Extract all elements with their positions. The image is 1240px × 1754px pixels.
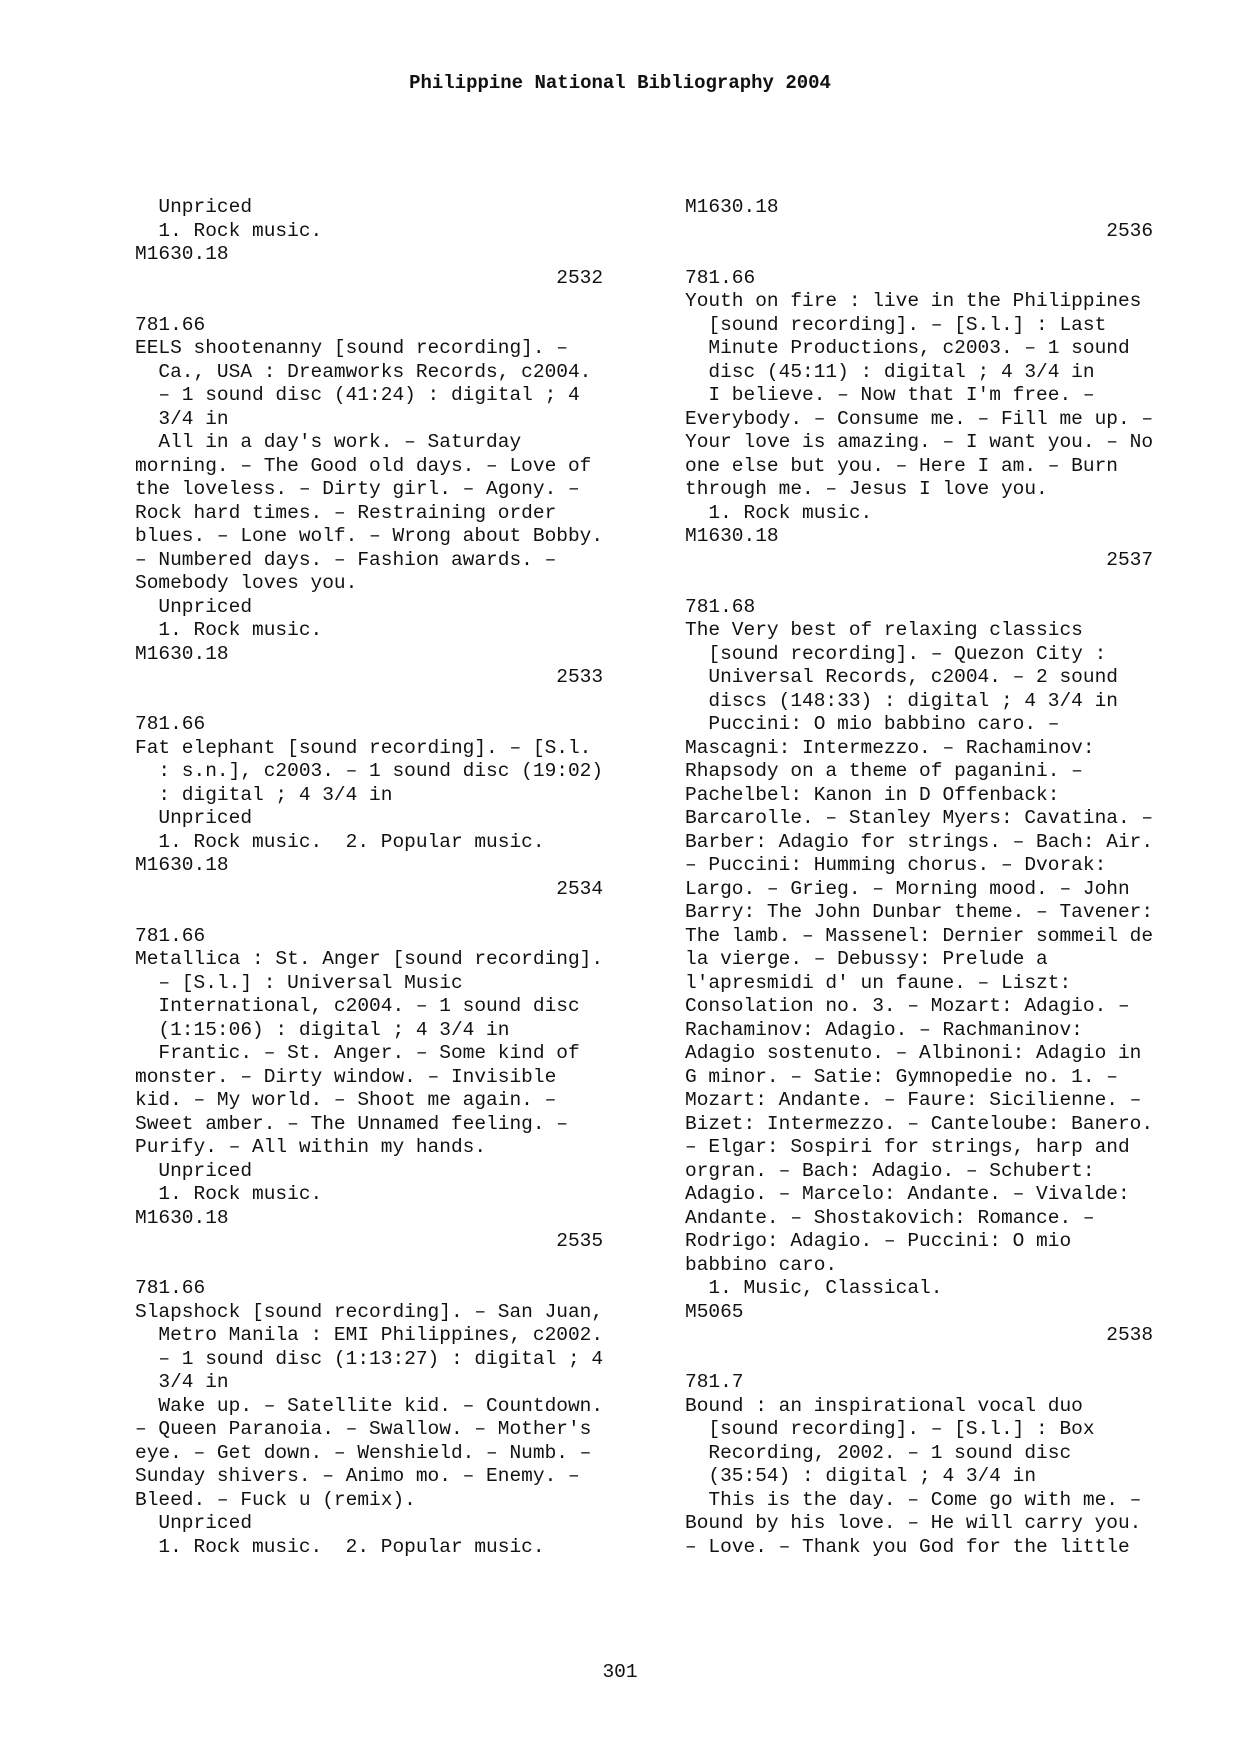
text-line: M1630.18 bbox=[135, 243, 229, 265]
text-line: Adagio sostenuto. – Albinoni: Adagio in bbox=[685, 1042, 1142, 1064]
text-line: morning. – The Good old days. – Love of bbox=[135, 454, 592, 477]
text-line: Barber: Adagio for strings. – Bach: Air. bbox=[685, 830, 1154, 853]
text-line: Andante. – Shostakovich: Romance. – bbox=[685, 1206, 1095, 1229]
text-line: Rhapsody on a theme of paganini. – bbox=[685, 760, 1083, 782]
text-line: Unpriced bbox=[135, 807, 253, 829]
text-line: 1. Rock music. 2. Popular music. bbox=[135, 830, 545, 853]
text-line: 1. Rock music. bbox=[135, 1183, 323, 1205]
text-line: blues. – Lone wolf. – Wrong about Bobby. bbox=[135, 525, 604, 547]
text-line: I believe. – Now that I'm free. – bbox=[685, 384, 1095, 406]
page-number: 301 bbox=[602, 1661, 638, 1683]
text-line: M5065 bbox=[685, 1300, 744, 1323]
text-line: M1630.18 bbox=[685, 196, 779, 218]
text-line: Rodrigo: Adagio. – Puccini: O mio bbox=[685, 1230, 1072, 1252]
text-line: Fat elephant [sound recording]. – [S.l. bbox=[135, 736, 592, 759]
text-line: Wake up. – Satellite kid. – Countdown. bbox=[135, 1394, 604, 1417]
text-line: 781.66 bbox=[135, 1277, 206, 1299]
text-line: Bizet: Intermezzo. – Canteloube: Banero. bbox=[685, 1112, 1154, 1135]
text-line: 1. Rock music. bbox=[685, 501, 873, 524]
entry-number: 2536 bbox=[685, 219, 1154, 242]
text-line: [sound recording]. – [S.l.] : Box bbox=[685, 1418, 1095, 1440]
text-line: disc (45:11) : digital ; 4 3/4 in bbox=[685, 360, 1095, 383]
text-line: Unpriced bbox=[135, 595, 253, 618]
text-line: Slapshock [sound recording]. – San Juan, bbox=[135, 1300, 604, 1323]
text-line: – Numbered days. – Fashion awards. – bbox=[135, 548, 557, 571]
text-line: 781.68 bbox=[685, 595, 756, 618]
text-line: Barcarolle. – Stanley Myers: Cavatina. – bbox=[685, 807, 1154, 829]
text-line: – Elgar: Sospiri for strings, harp and bbox=[685, 1136, 1130, 1158]
blank-line bbox=[135, 290, 635, 314]
text-line: 781.66 bbox=[135, 713, 206, 735]
text-line: International, c2004. – 1 sound disc bbox=[135, 995, 580, 1017]
text-line: Barry: The John Dunbar theme. – Tavener: bbox=[685, 901, 1154, 923]
text-line: Unpriced bbox=[135, 1159, 253, 1182]
text-line: the loveless. – Dirty girl. – Agony. – bbox=[135, 478, 580, 500]
text-line: 1. Music, Classical. bbox=[685, 1277, 943, 1299]
text-line: Consolation no. 3. – Mozart: Adagio. – bbox=[685, 995, 1130, 1017]
text-line: The lamb. – Massenel: Dernier sommeil de bbox=[685, 924, 1154, 947]
text-line: babbino caro. bbox=[685, 1253, 838, 1276]
text-line: 3/4 in bbox=[135, 1371, 229, 1393]
text-line: (1:15:06) : digital ; 4 3/4 in bbox=[135, 1018, 510, 1041]
page-header-title: Philippine National Bibliography 2004 bbox=[409, 72, 831, 94]
text-line: Bound by his love. – He will carry you. bbox=[685, 1512, 1142, 1534]
blank-line bbox=[135, 901, 635, 925]
text-line: 1. Rock music. bbox=[135, 619, 323, 641]
text-line: Universal Records, c2004. – 2 sound bbox=[685, 666, 1118, 688]
text-line: 3/4 in bbox=[135, 407, 229, 430]
text-line: – [S.l.] : Universal Music bbox=[135, 971, 463, 994]
text-line: eye. – Get down. – Wenshield. – Numb. – bbox=[135, 1441, 592, 1464]
text-line: Frantic. – St. Anger. – Some kind of bbox=[135, 1042, 580, 1064]
text-line: 781.66 bbox=[135, 924, 206, 947]
text-line: M1630.18 bbox=[135, 1206, 229, 1229]
text-line: Rock hard times. – Restraining order bbox=[135, 501, 557, 524]
text-line: [sound recording]. – [S.l.] : Last bbox=[685, 313, 1107, 336]
entry-number: 2535 bbox=[135, 1230, 604, 1252]
entry-number: 2537 bbox=[685, 548, 1154, 571]
text-line: Sunday shivers. – Animo mo. – Enemy. – bbox=[135, 1465, 580, 1487]
text-line: discs (148:33) : digital ; 4 3/4 in bbox=[685, 689, 1118, 712]
text-line: M1630.18 bbox=[135, 642, 229, 665]
text-line: orgran. – Bach: Adagio. – Schubert: bbox=[685, 1159, 1095, 1182]
text-line: [sound recording]. – Quezon City : bbox=[685, 642, 1107, 665]
text-line: Bound : an inspirational vocal duo bbox=[685, 1394, 1083, 1417]
text-line: EELS shootenanny [sound recording]. – bbox=[135, 337, 568, 359]
text-line: Metro Manila : EMI Philippines, c2002. bbox=[135, 1324, 604, 1346]
text-line: Puccini: O mio babbino caro. – bbox=[685, 713, 1060, 735]
entry-number: 2532 bbox=[135, 266, 604, 289]
text-line: – Queen Paranoia. – Swallow. – Mother's bbox=[135, 1418, 592, 1440]
text-line: M1630.18 bbox=[685, 525, 779, 547]
text-line: Everybody. – Consume me. – Fill me up. – bbox=[685, 407, 1154, 430]
text-line: : digital ; 4 3/4 in bbox=[135, 783, 393, 806]
text-line: one else but you. – Here I am. – Burn bbox=[685, 454, 1118, 477]
text-line: la vierge. – Debussy: Prelude a bbox=[685, 948, 1048, 970]
text-line: This is the day. – Come go with me. – bbox=[685, 1488, 1142, 1511]
blank-line bbox=[685, 572, 1185, 596]
text-line: Metallica : St. Anger [sound recording]. bbox=[135, 948, 604, 970]
blank-line bbox=[685, 243, 1185, 267]
text-line: Sweet amber. – The Unnamed feeling. – bbox=[135, 1112, 568, 1135]
text-line: – 1 sound disc (1:13:27) : digital ; 4 bbox=[135, 1347, 604, 1370]
text-line: Bleed. – Fuck u (remix). bbox=[135, 1488, 416, 1511]
text-line: (35:54) : digital ; 4 3/4 in bbox=[685, 1465, 1037, 1487]
text-line: All in a day's work. – Saturday bbox=[135, 431, 522, 453]
text-line: Rachaminov: Adagio. – Rachmaninov: bbox=[685, 1018, 1083, 1041]
text-line: 781.7 bbox=[685, 1371, 744, 1393]
text-line: Mascagni: Intermezzo. – Rachaminov: bbox=[685, 736, 1095, 759]
entry-number: 2533 bbox=[135, 666, 604, 688]
text-line: Unpriced bbox=[135, 1512, 253, 1534]
text-line: Pachelbel: Kanon in D Offenback: bbox=[685, 783, 1060, 806]
text-line: 781.66 bbox=[135, 313, 206, 336]
text-line: Adagio. – Marcelo: Andante. – Vivalde: bbox=[685, 1183, 1130, 1205]
text-line: Mozart: Andante. – Faure: Sicilienne. – bbox=[685, 1089, 1142, 1111]
text-line: Ca., USA : Dreamworks Records, c2004. bbox=[135, 360, 592, 383]
text-line: Your love is amazing. – I want you. – No bbox=[685, 431, 1154, 453]
text-line: l'apresmidi d' un faune. – Liszt: bbox=[685, 971, 1072, 994]
blank-line bbox=[135, 1254, 635, 1278]
text-line: 1. Rock music. bbox=[135, 219, 323, 242]
blank-line bbox=[685, 1348, 1185, 1372]
text-line: Unpriced bbox=[135, 196, 253, 218]
text-line: G minor. – Satie: Gymnopedie no. 1. – bbox=[685, 1065, 1118, 1088]
text-line: : s.n.], c2003. – 1 sound disc (19:02) bbox=[135, 760, 604, 782]
text-line: Somebody loves you. bbox=[135, 572, 358, 594]
text-line: The Very best of relaxing classics bbox=[685, 619, 1083, 641]
text-line: 781.66 bbox=[685, 266, 756, 289]
entry-number: 2538 bbox=[685, 1324, 1154, 1346]
blank-line bbox=[135, 690, 635, 714]
text-line: Recording, 2002. – 1 sound disc bbox=[685, 1441, 1072, 1464]
entry-number: 2534 bbox=[135, 877, 604, 900]
text-line: – Puccini: Humming chorus. – Dvorak: bbox=[685, 854, 1107, 876]
text-line: Largo. – Grieg. – Morning mood. – John bbox=[685, 877, 1130, 900]
text-line: kid. – My world. – Shoot me again. – bbox=[135, 1089, 557, 1111]
text-line: – 1 sound disc (41:24) : digital ; 4 bbox=[135, 384, 580, 406]
text-line: – Love. – Thank you God for the little bbox=[685, 1535, 1130, 1558]
text-line: monster. – Dirty window. – Invisible bbox=[135, 1065, 557, 1088]
text-line: through me. – Jesus I love you. bbox=[685, 478, 1048, 500]
text-line: 1. Rock music. 2. Popular music. bbox=[135, 1535, 545, 1558]
text-line: Youth on fire : live in the Philippines bbox=[685, 290, 1142, 312]
text-line: Purify. – All within my hands. bbox=[135, 1136, 487, 1158]
left-column bbox=[135, 196, 635, 1559]
text-line: M1630.18 bbox=[135, 854, 229, 876]
text-line: Minute Productions, c2003. – 1 sound bbox=[685, 337, 1130, 359]
right-column bbox=[685, 196, 1185, 1559]
